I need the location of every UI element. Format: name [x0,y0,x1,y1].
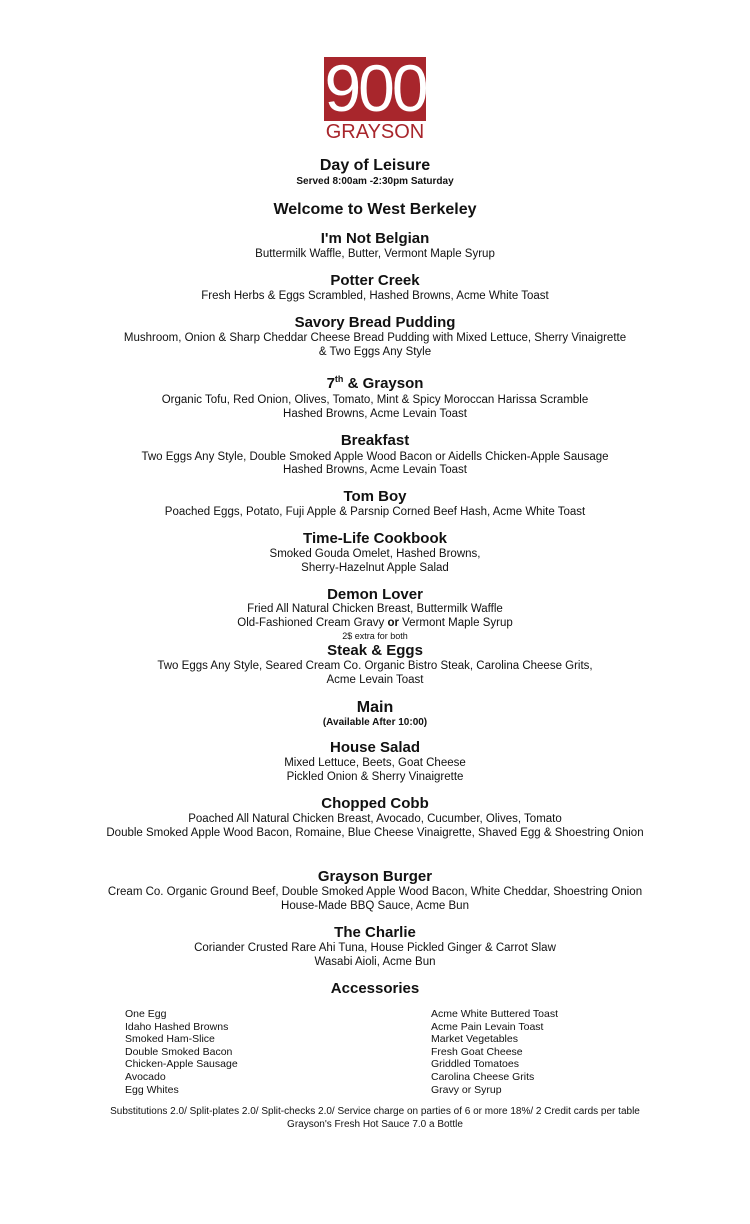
list-item: Idaho Hashed Browns [125,1020,229,1033]
logo-number: 900 [324,51,426,125]
list-item: Gravy or Syrup [431,1083,502,1096]
accessories-left-list [125,1008,238,1096]
main-availability-note: (Available After 10:00) [322,717,428,728]
logo-box [324,51,426,125]
item-name: I'm Not Belgian [320,230,430,247]
item-description: Coriander Crusted Rare Ahi Tuna, House Pickled Ginger & Carrot Slaw [194,942,556,954]
item-description: Poached Eggs, Potato, Fuji Apple & Parsnip Corned Beef Hash, Acme White Toast [164,506,586,518]
item-name: House Salad [329,739,421,756]
policy-note: Substitutions 2.0/ Split-plates 2.0/ Split-checks 2.0/ Service charge on parties of 6 or more 18%/ 2 Credit cards per table [110,1106,640,1117]
item-description: Two Eggs Any Style, Seared Cream Co. Organic Bistro Steak, Carolina Cheese Grits, [157,660,593,672]
item-description: Acme Levain Toast [326,674,424,686]
item-description: Hashed Browns, Acme Levain Toast [283,408,467,420]
item-description: Wasabi Aioli, Acme Bun [314,956,436,968]
list-item: Acme White Buttered Toast [431,1008,559,1020]
list-item: Chicken-Apple Sausage [125,1058,238,1071]
item-description: Double Smoked Apple Wood Bacon, Romaine, Blue Cheese Vinaigrette, Shaved Egg & Shoestring Onion [106,827,644,839]
list-item: Smoked Ham-Slice [125,1033,215,1046]
list-item: Acme Pain Levain Toast [431,1020,544,1033]
item-name: Tom Boy [343,488,407,505]
list-item: Avocado [125,1070,166,1083]
serving-hours: Served 8:00am -2:30pm Saturday [296,176,454,187]
item-description: Mushroom, Onion & Sharp Cheddar Cheese Bread Pudding with Mixed Lettuce, Sherry Vinaigrette [123,332,627,344]
item-description: Smoked Gouda Omelet, Hashed Browns, [269,548,481,560]
item-description: Cream Co. Organic Ground Beef, Double Smoked Apple Wood Bacon, White Cheddar, Shoestring Onion [107,886,643,898]
logo-name: GRAYSON [325,121,425,143]
item-name: The Charlie [334,924,416,941]
item-description: Mixed Lettuce, Beets, Goat Cheese [284,757,466,769]
hot-sauce-note: Grayson's Fresh Hot Sauce 7.0 a Bottle [287,1119,463,1130]
item-name: 7th & Grayson [326,374,424,392]
item-description: Pickled Onion & Sherry Vinaigrette [286,771,464,783]
list-item: Market Vegetables [431,1033,518,1046]
item-name: Time-Life Cookbook [303,530,447,547]
item-name: Savory Bread Pudding [294,314,456,331]
list-item: Griddled Tomatoes [431,1058,519,1071]
list-item: One Egg [125,1008,167,1020]
section-title-accessories: Accessories [330,980,420,997]
list-item: Carolina Cheese Grits [431,1070,535,1083]
item-name: Grayson Burger [317,868,433,885]
item-description: Organic Tofu, Red Onion, Olives, Tomato, Mint & Spicy Moroccan Harissa Scramble [161,394,589,406]
restaurant-logo [324,51,426,143]
list-item: Double Smoked Bacon [125,1045,233,1058]
section-title-main: Main [356,699,394,716]
item-description: Buttermilk Waffle, Butter, Vermont Maple Syrup [255,248,495,260]
item-description: Hashed Browns, Acme Levain Toast [283,464,467,476]
item-description: Poached All Natural Chicken Breast, Avocado, Cucumber, Olives, Tomato [188,813,562,825]
item-description: Fresh Herbs & Eggs Scrambled, Hashed Browns, Acme White Toast [201,290,549,302]
item-name: Demon Lover [327,586,423,603]
item-name: Breakfast [340,432,410,449]
item-surcharge-note: 2$ extra for both [342,631,408,641]
menu-title: Day of Leisure [319,157,431,174]
item-name: Steak & Eggs [327,642,423,659]
list-item: Egg Whites [125,1083,179,1096]
list-item: Fresh Goat Cheese [431,1045,523,1058]
item-description: Old-Fashioned Cream Gravy or Vermont Maple Syrup [237,617,513,629]
item-name: Potter Creek [330,272,420,289]
accessories-right-list [431,1008,558,1096]
welcome-heading: Welcome to West Berkeley [273,201,477,218]
item-name: Chopped Cobb [321,795,429,812]
item-description: House-Made BBQ Sauce, Acme Bun [281,900,469,912]
item-description: & Two Eggs Any Style [318,346,432,358]
item-description: Fried All Natural Chicken Breast, Buttermilk Waffle [247,603,503,615]
item-description: Two Eggs Any Style, Double Smoked Apple Wood Bacon or Aidells Chicken-Apple Sausage [141,451,609,463]
item-description: Sherry-Hazelnut Apple Salad [301,562,449,574]
